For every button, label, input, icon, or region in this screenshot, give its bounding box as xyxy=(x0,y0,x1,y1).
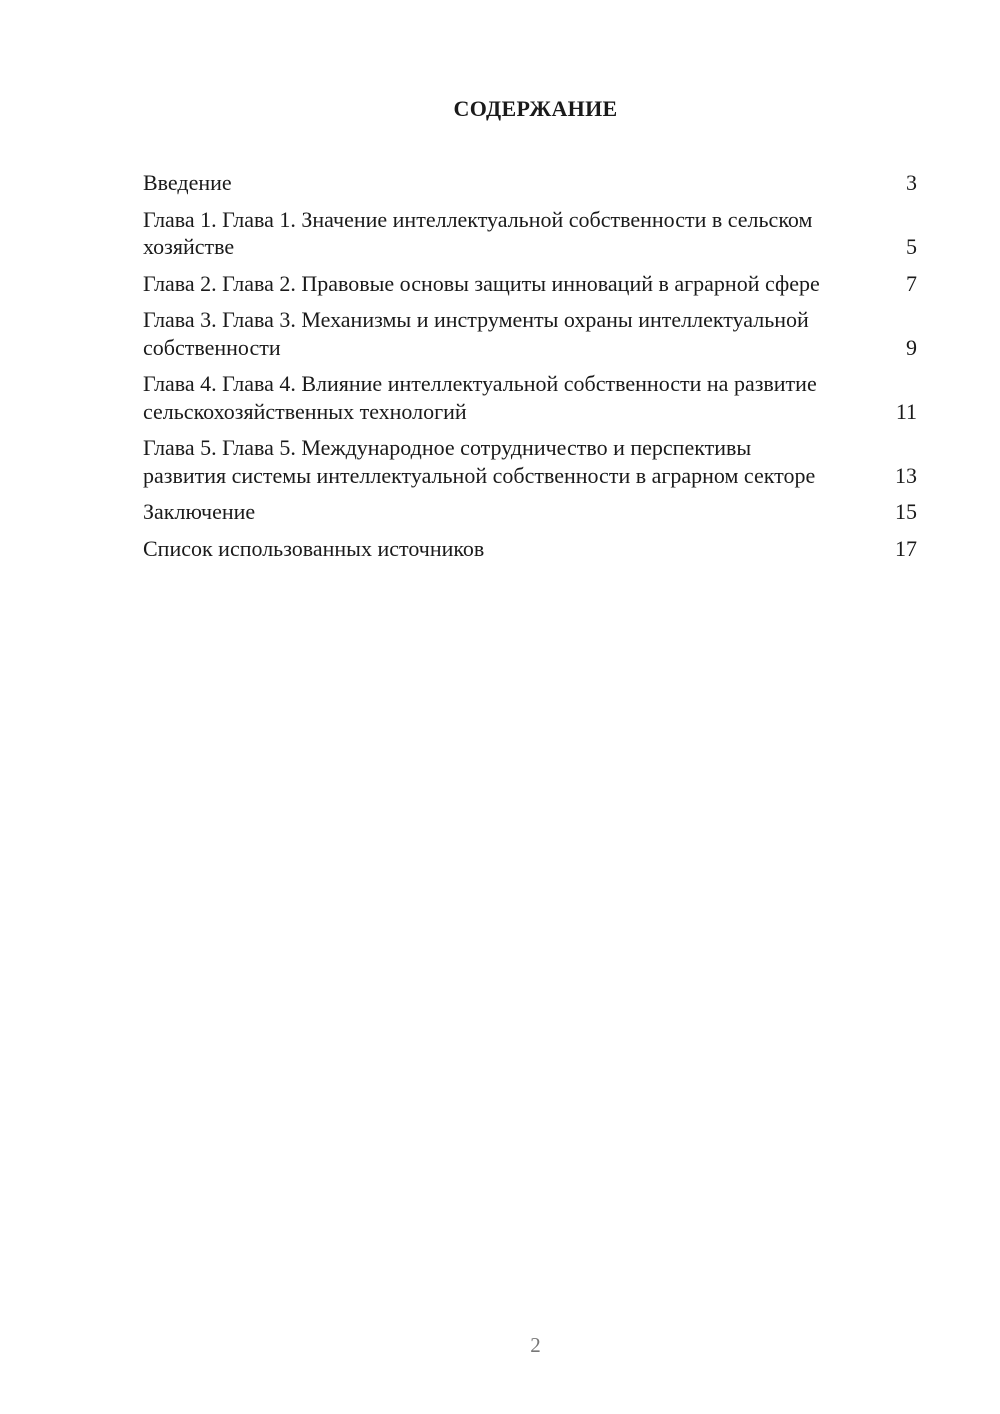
toc-entry-label: Введение xyxy=(143,170,232,195)
toc-entry-label: Глава 3. Глава 3. Механизмы и инструменты охраны интеллектуальной собственности xyxy=(143,307,809,360)
toc-entry-label: Глава 4. Глава 4. Влияние интеллектуальной собственности на развитие сельскохозяйственных технологий xyxy=(143,371,817,424)
toc-entry-chapter-1[interactable] xyxy=(143,206,920,261)
toc-entry-label: Глава 1. Глава 1. Значение интеллектуальной собственности в сельском хозяйстве xyxy=(143,206,813,259)
toc-entry-page: 11 xyxy=(895,398,917,424)
toc-entry-introduction[interactable] xyxy=(143,169,920,197)
toc-entry-label: Глава 5. Глава 5. Международное сотрудничество и перспективы развития системы интеллектуальной собственности в аграрном секторе xyxy=(143,435,816,488)
toc-entry-page: 9 xyxy=(906,334,917,360)
toc-entry-chapter-2[interactable] xyxy=(143,270,920,298)
toc-entry-page: 13 xyxy=(895,462,917,488)
toc-entry-page: 3 xyxy=(906,170,917,195)
toc-entry-page: 7 xyxy=(906,270,917,296)
toc-entry-conclusion[interactable] xyxy=(143,498,920,526)
toc-entry-page: 5 xyxy=(906,234,917,259)
toc-entry-label: Глава 2. Глава 2. Правовые основы защиты инноваций в аграрной сфере xyxy=(143,270,820,296)
toc-entry-chapter-3[interactable] xyxy=(143,306,920,361)
page-number: 2 xyxy=(530,1333,541,1357)
page-title: СОДЕРЖАНИЕ xyxy=(453,96,618,121)
toc-entry-chapter-5[interactable] xyxy=(143,434,920,489)
table-of-contents xyxy=(143,169,920,571)
toc-entry-label: Заключение xyxy=(143,499,256,524)
toc-entry-label: Список использованных источников xyxy=(143,535,485,561)
toc-entry-chapter-4[interactable] xyxy=(143,370,920,425)
toc-entry-page: 17 xyxy=(895,535,917,561)
toc-entry-references[interactable] xyxy=(143,535,920,563)
toc-entry-page: 15 xyxy=(895,499,917,524)
